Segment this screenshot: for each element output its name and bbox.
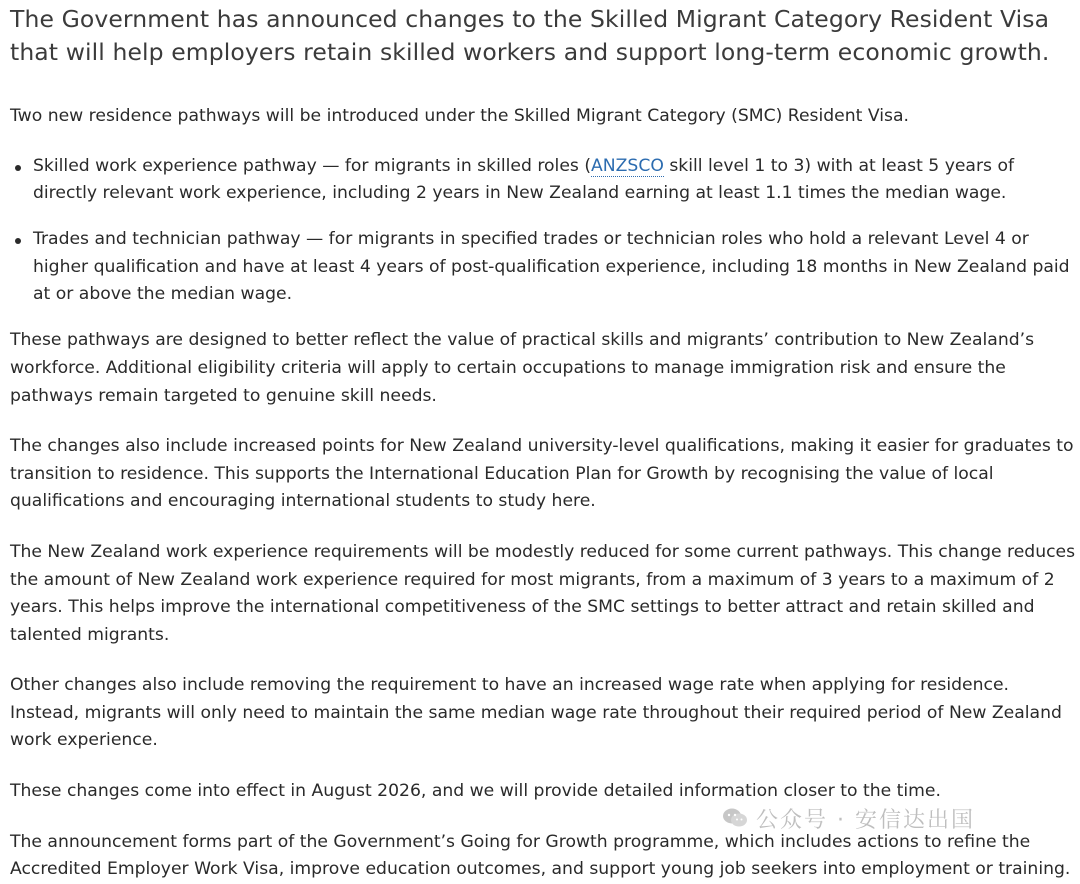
bullet-icon xyxy=(15,165,21,171)
list-item-text: Trades and technician pathway — for migrants in specified trades or technician roles who hold a relevant Level 4 or higher qualification and have at least 4 years of post-qualification experience, including 18 months in New Zealand paid at or above the median wage. xyxy=(33,229,1070,305)
list-item-text-after: skill level 1 to 3) with at least 5 years of directly relevant work experience, including 2 years in New Zealand earning at least 1.1 times the median wage. xyxy=(33,155,1015,204)
intro-paragraph: Two new residence pathways will be introduced under the Skilled Migrant Category (SMC) Resident Visa. xyxy=(10,106,909,126)
paragraph-wage-rate: Other changes also include removing the requirement to have an increased wage rate when applying for residence. Instead, migrants will only need to maintain the same median wage rate throughout their required period of New Zealand work experience. xyxy=(10,675,1062,751)
paragraph-pathways-purpose: These pathways are designed to better reflect the value of practical skills and migrants’ contribution to New Zealand’s workforce. Additional eligibility criteria will apply to certain occupations to manage immigration risk and ensure the pathways remain targeted to genuine skill needs. xyxy=(10,330,1035,406)
list-item-skilled-work-pathway xyxy=(10,153,1076,208)
paragraph-effective-date: These changes come into effect in August 2026, and we will provide detailed information closer to the time. xyxy=(10,781,941,802)
list-item-text-before: Skilled work experience pathway — for migrants in skilled roles ( xyxy=(33,155,592,176)
paragraph-work-experience: The New Zealand work experience requirements will be modestly reduced for some current pathways. This change reduces the amount of New Zealand work experience required for most migrants, from a maximum of 3 years to a maximum of 2 years. This helps improve the international competitiveness of the SMC settings to better attract and retain skilled and talented migrants. xyxy=(10,541,1076,645)
pathway-list xyxy=(10,153,1076,309)
article xyxy=(10,0,1076,884)
list-item-trades-pathway xyxy=(10,226,1076,309)
paragraph-university-points: The changes also include increased points for New Zealand university-level qualifications, making it easier for graduates to transition to residence. This supports the International Education Plan for Growth by recognising the value of local qualifications and encouraging international students to study here. xyxy=(10,436,1074,512)
anzsco-abbreviation[interactable]: ANZSCO xyxy=(591,155,664,176)
watermark-text: 公众号 · 安信达出国 xyxy=(756,807,975,833)
bullet-icon xyxy=(15,238,21,244)
lead-paragraph: The Government has announced changes to the Skilled Migrant Category Resident Visa that will help employers retain skilled workers and support long-term economic growth. xyxy=(10,5,1050,66)
paragraph-going-for-growth: The announcement forms part of the Government’s Going for Growth programme, which includes actions to refine the Accredited Employer Work Visa, improve education outcomes, and support young job seekers into employment or training. xyxy=(10,831,1071,880)
